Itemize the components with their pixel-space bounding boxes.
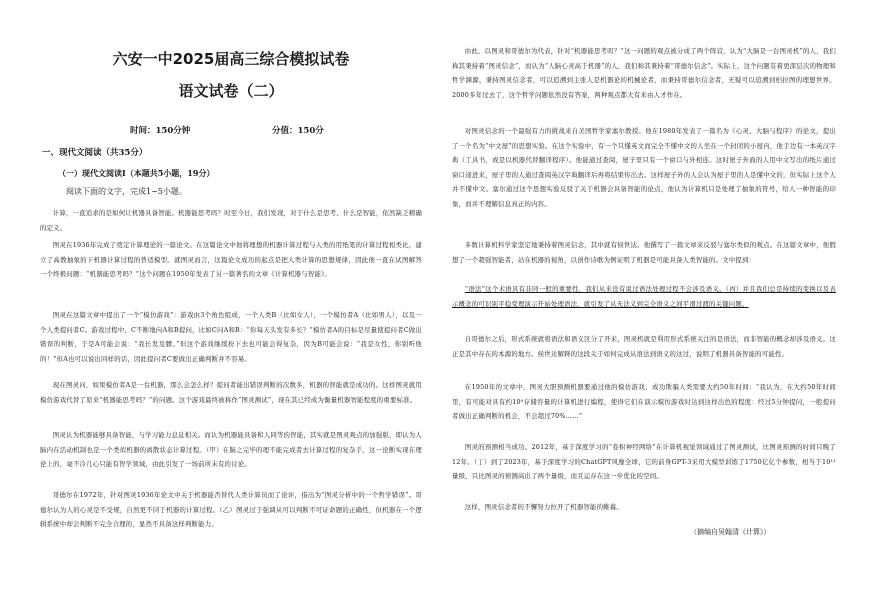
right-paragraph-4: “语法”这个术语具有非同一般的重要性，我们从来没有说过语法处理过程不会涉及语义。（丙）并且我们总是持续的变换以及表示概念的可识别平稳变理演示开始处理语法，就引发了从无法义到完全语义之间平滑过渡的关键问题。 [452,285,836,308]
left-paragraph-1: 计算，一直追求的是如何让机器具备智能。机器能思考吗？时至今日，我们发现，对于什么是思考、什么是智能，依然缺乏精确的定义。 [40,209,422,232]
page-subtitle: 语文试卷（二） [178,82,284,100]
right-paragraph-3: 多数计算机科学家坚定地秉持着图灵信念，其中就有侯世达。他撰写了一篇文章来反驳与塞尔类似的观点。在这篇文章中，他假想了一个超强智能者，站在机器的视角，以创作诗歌为例证明了机器是可能具备人类智能的。文中提到： [452,241,836,264]
citation: （摘编自吴翰清《计算》） [690,528,771,536]
right-paragraph-2: 对图灵信念的一个最强有力的挑战来自美国哲学家塞尔教授。他在1980年发表了一篇名为《心灵、大脑与程序》的论文，提出了一个名为“中文屋”的思想实验。在这个实验中，有一个只懂英文而完全不懂中文的人坐在一个封闭的小屋内，他手边有一本英汉字典（工具书，或是以机器代替翻译程序）。他能通过查阅，屋子里只有一个窗口与外相连。这时屋子外面的人用中文写出的纸片通过窗口递进来，屋子里的人通过查阅英汉字典翻译后再将结果传出去。这样屋子外的人会认为屋子里的人是懂中文的，但实际上这个人并不懂中文。塞尔通过这个思想实验反驳了关于机器会具备智能的论点，他认为计算机只是处理了抽象的符号，给人一种智能的印象，而并不理解信息真正的内容。 [452,127,836,208]
right-paragraph-6: 在1950年的文章中，图灵大胆预测机器要通过他的模仿游戏，成功欺骗人类需要大约50年时间：“我认为，在大约50年时间里，有可能对具有约10⁹存储容量的计算机进行编程，使得它们在演示模仿游戏时达到这样出色的程度：经过5分钟提问，一般提问者做出正确判断的机会，不会超过70%……” [452,383,836,420]
section-instruction: 阅读下面的文字，完成1~5小题。 [66,187,187,196]
left-paragraph-6: 哥德尔在1972年，针对图灵1936年论文中关于机器能否替代人类计算员而了论评，指出为“图灵分析中的一个哲学错误”。哥德尔认为人的心灵是不受规，自然更不同于机器的计算过程。（乙）图灵过于强调从可以判断不可证命题的正确性，但机器在一个逻辑系统中却会判断不完全合理的，显然不具备这样判断能力。 [40,491,422,528]
section-title: 一、现代文阅读（共35分） [42,148,148,158]
exam-time: 时间：150分钟 [130,126,191,136]
page-title: 六安一中2025届高三综合模拟试卷 [112,50,350,68]
left-paragraph-3: 图灵在这篇文章中提出了一个“模仿游戏”：游戏由3个角色组成，一个人类B（比如女人），一个模仿者A（比如男人），以及一个人类提问者C。游戏过程中，C不断地向A和B提问，比如C问A和B：“你每天头发有多长？”模仿者A的目标是尽量使提问者C做出错误的判断，于是A可能会说：“我长发及腰。”但这个游戏继续扮下去也可能会得复杂，因为B可能会说：“我是女性，你别听他的！”但A也可以说出同样的话，因此提问者C要做出正确判断并不容易。 [40,311,422,363]
right-paragraph-5: 自哥德尔之后，形式系统就将语法和语义区分了开来，图灵机就是利用形式系统关注的是语法，而非智能的概念却涉及语义。这正是其中存在的本源的地方。侯世达解释的这段关于如何完成从语法到语义的这过，说明了机器具备智能的可能性。 [452,335,836,358]
section-subtitle: （一）现代文阅读Ⅰ（本题共5小题，19分） [58,168,215,178]
right-paragraph-1: 由此，以图灵和哥德尔为代表，针对“机器能思考吗？”这一问题的观点被分成了两个阵营，认为“大脑是一台图灵机”的人，我们称其秉持着“图灵信念”，而认为“人脑心灵高于机器”的人，我们称其秉持着“哥德尔信念”。实际上，这个问题有着更深层次的物理和哲学渊源，秉持图灵信念者，可以追溯到主张人是机器论的机械论者，而秉持哥德尔信念者，无疑可以追溯到柏拉图的理想世界。2000多年过去了，这个哲学问题依然没有答案，两种观点都大有来由人才作在。 [452,47,836,99]
left-paragraph-2: 图灵在1936年完成了奠定计算理论的一篇论文。在这篇论文中他将理想的机器计算过程与人类的用纸笔的计算过程相类比，建立了高教抽象的下机器计算过程的普适模型。就图灵而言，这篇论文成功的起点是把人类计算的思想规律，因此他一直在试图解答一个终极问题：“机器能思考吗？”这个问题在1950年发表了另一篇著名的文章《计算机器与智能》。 [40,241,422,278]
left-paragraph-5: 图灵认为机器能够具备智能，与学习能力息息相关。而认为机器能具备和人同等的智能，其实就是图灵观点的加强版，即认为人脑内在活动机制也是一个类似机器的离散状态计算过程。（甲）在脑之完毕的理不能完成者去计算过程的复杂手，这一论断实现在理论上的，毫不冷几心只能有智学领域，由此引发了一场前所未有的讨论。 [40,431,422,468]
right-paragraph-7: 图灵的预测相当成功。2012年，基于深度学习的“卷积神经网络”在计算机视觉领域通过了图灵测试，比图灵预测的时间只晚了12年。（丁）到了2023年，基于深度学习的ChatGPT风靡全球，它的前身GPT-3采用大模型训练了1750亿亿个参数，相当于10¹¹量级，只比图灵的预测高出了两个量级，而且运存在这一步优化的空间。 [452,443,836,480]
exam-score: 分值：150分 [272,126,324,136]
right-paragraph-8: 这样，图灵信念者的不懈努力拉开了机器智能的帷幕。 [464,503,623,511]
left-paragraph-4: 现在图灵问，如果模仿者A是一台机器，那么会怎么样？提问者能出错误判断的次数多，机器的智能就是成功的。这样图灵就用模仿游戏代替了原来“机器能思考吗？”的问题。这个游戏最终被称作“图灵测试”，现在其已经成为衡量机器智能程度的重要标准。 [40,381,422,404]
